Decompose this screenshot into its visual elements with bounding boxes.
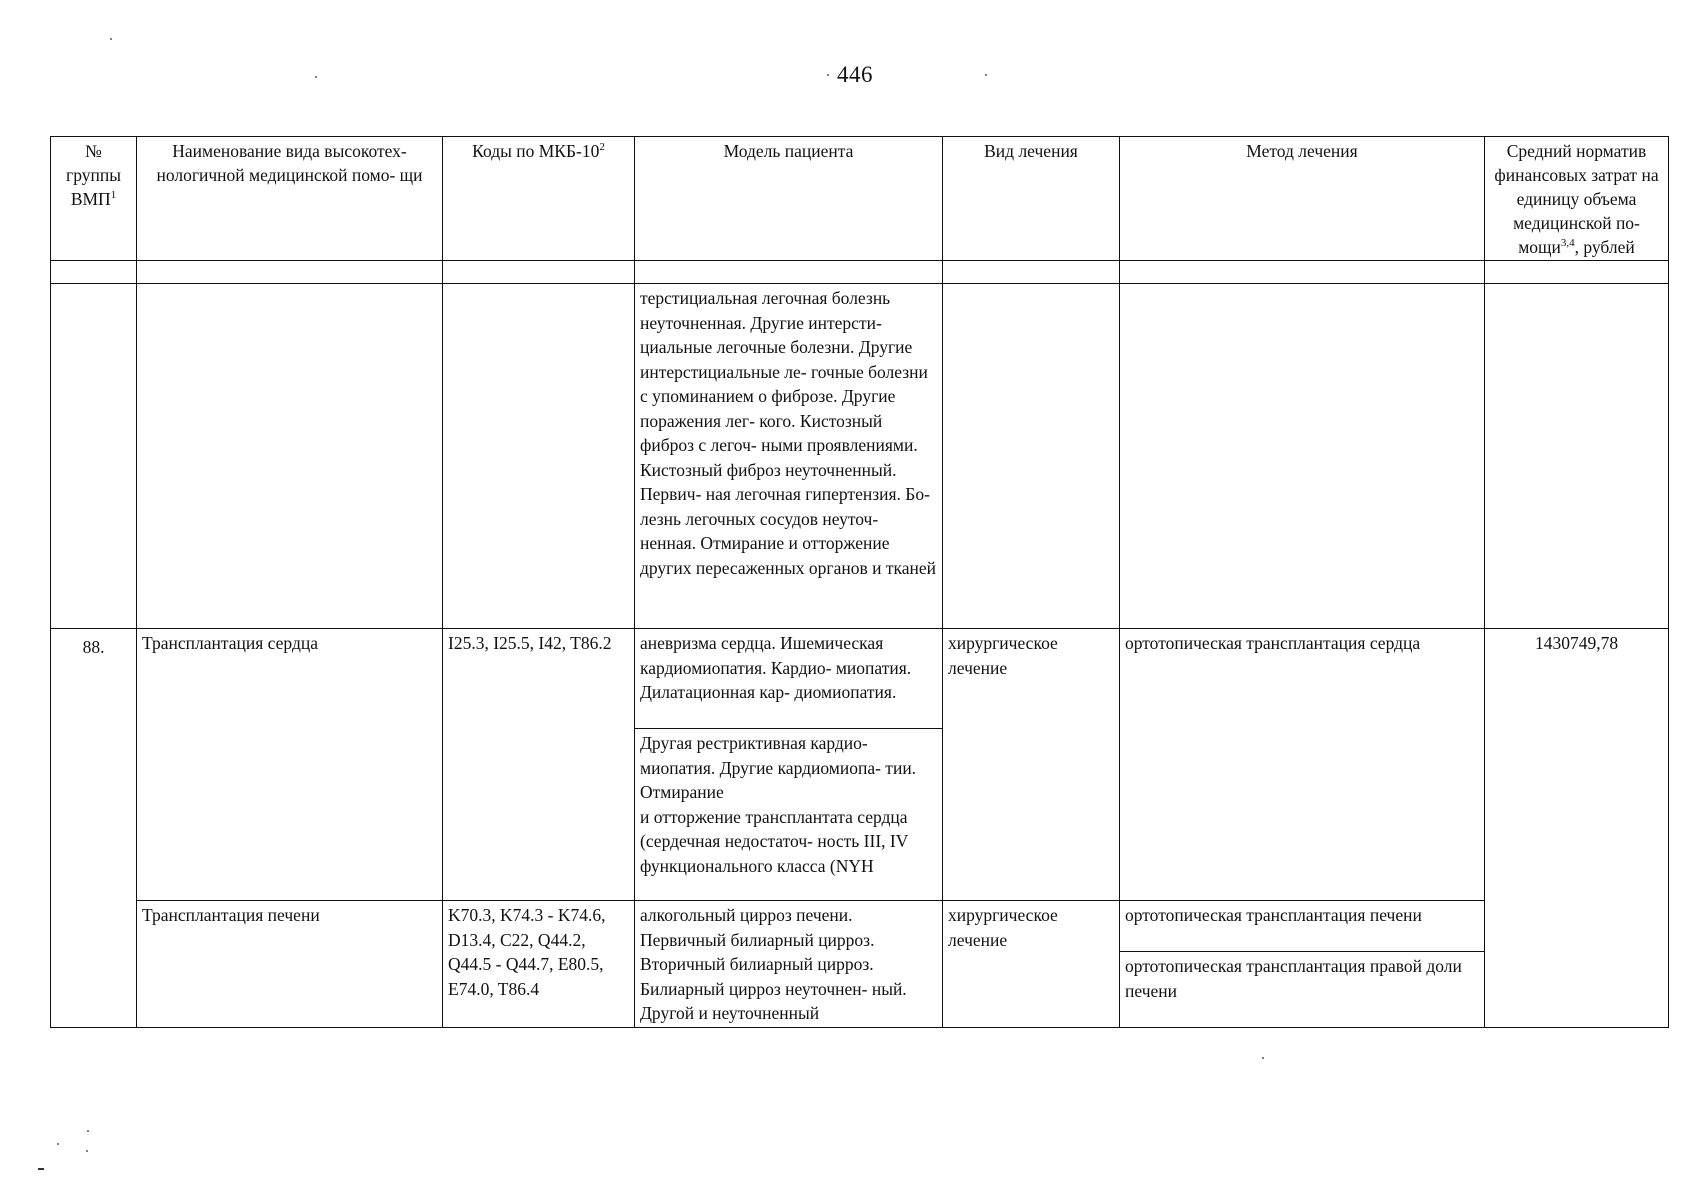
header-text: Модель пациента [723,141,854,161]
header-text: Средний норматив финансовых затрат на единицу объема медицинской по- мощи [1494,141,1659,257]
empty-cell [1120,284,1485,629]
treatment-method-cell: ортотопическая трансплантация правой доли печени [1120,952,1485,1027]
patient-model-cell: аневризма сердца. Ишемическая кардиомиопатия. Кардио- миопатия. Дилатационная кар- диомиопатия. [635,629,943,729]
footnote-mark: 1 [110,189,117,202]
header-text: Вид лечения [984,141,1078,161]
empty-cell [943,261,1120,284]
page-number: 446 [837,62,873,87]
table-row-liver-1 [51,901,1669,952]
scan-speck [86,1150,88,1152]
empty-cell [51,284,137,629]
scan-speck [1262,1057,1264,1059]
empty-cell [51,261,137,284]
patient-model-text: Другая рестриктивная кардио- миопатия. Другие кардиомиопа- тии. Отмирание [640,733,917,802]
patient-model-cell [635,729,943,901]
header-text: Наименование вида высокотех- нологичной медицинской помо- щи [156,141,423,185]
empty-cell [443,261,635,284]
scan-speck [110,38,112,40]
empty-cell [137,284,443,629]
header-group-number [51,137,137,261]
treatment-method-cell: ортотопическая трансплантация сердца [1120,629,1485,901]
care-type-cell: Трансплантация печени [137,901,443,1028]
treatment-type-cell: хирургическое лечение [943,629,1120,901]
treatment-method-cell: ортотопическая трансплантация печени [1120,901,1485,952]
header-text: Коды по МКБ-10 [472,141,600,161]
header-patient-model [635,137,943,261]
table-row-continuation [51,284,1669,629]
empty-cell [1485,261,1669,284]
empty-cell [137,261,443,284]
patient-model-cell: терстициальная легочная болезнь неуточненная. Другие интерсти- циальные легочные болезни. Другие интерстициальные ле- гочные болезни с упоминанием о фиброзе. Другие поражения лег- кого. Кистозный фиброз с легоч- ными проявлениями. Кистозный фиброз неуточненный. Первич- ная легочная гипертензия. Бо- лезнь легочных сосудов неуточ- ненная. Отмирание и отторжение других пересаженных органов и тканей [635,284,943,629]
empty-cell [1485,284,1669,629]
footnote-mark: 2 [599,141,605,154]
scan-speck [985,74,987,76]
header-cost-norm [1485,137,1669,261]
footnote-mark: 3,4 [1560,237,1575,250]
empty-cell [635,261,943,284]
header-text: Метод лечения [1246,141,1358,161]
group-number-cell: 88. [51,629,137,1028]
care-type-cell: Трансплантация сердца [137,629,443,901]
cost-norm-cell: 1430749,78 [1485,629,1669,1028]
scan-speck [315,76,317,78]
vmp-table [50,136,1669,1028]
patient-model-text: и отторжение трансплантата сердца (сердечная недостаточ- ность III, IV функционального класса (NYH [640,806,909,876]
empty-cell [943,284,1120,629]
patient-model-cell: алкогольный цирроз печени. Первичный билиарный цирроз. Вторичный билиарный цирроз. Билиарный цирроз неуточнен- ный. Другой и неуточненный [635,901,943,1028]
header-icd-codes [443,137,635,261]
treatment-type-cell: хирургическое лечение [943,901,1120,1028]
header-text: , рублей [1574,237,1635,257]
icd-codes-cell: K70.3, K74.3 - K74.6, D13.4, C22, Q44.2, Q44.5 - Q44.7, E80.5, E74.0, T86.4 [443,901,635,1028]
header-care-type [137,137,443,261]
header-text: группы [66,165,121,185]
header-text: ВМП [70,189,111,209]
scan-mark [38,1168,44,1170]
empty-cell [443,284,635,629]
table-row-heart-1 [51,629,1669,729]
scan-speck [87,1130,89,1132]
header-row [51,137,1669,261]
empty-cell [1120,261,1485,284]
icd-codes-cell: I25.3, I25.5, I42, T86.2 [443,629,635,901]
scan-speck [827,74,829,76]
header-text: № [85,141,102,161]
header-treatment-type [943,137,1120,261]
scan-speck [57,1143,59,1145]
header-treatment-method [1120,137,1485,261]
spacer-row [51,261,1669,284]
